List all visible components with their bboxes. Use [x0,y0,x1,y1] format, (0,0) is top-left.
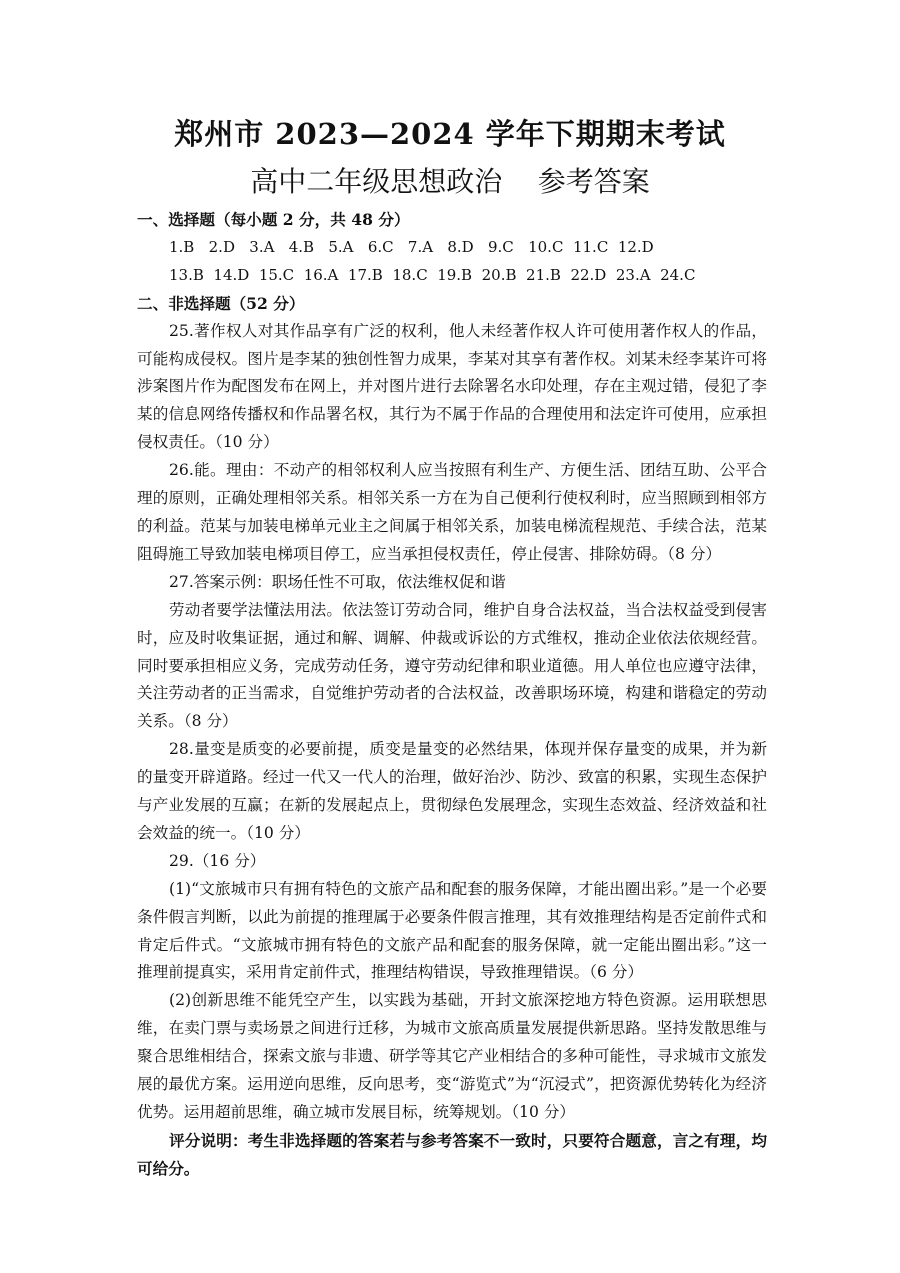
section-heading-choice: 一、选择题（每小题 2 分，共 48 分） [137,210,410,229]
choice-answers-row-2: 13.B 14.D 15.C 16.A 17.B 18.C 19.B 20.B 21.B 22.D 23.A 24.C [169,265,696,284]
answer-q28: 28.量变是质变的必要前提，质变是量变的必然结果，体现并保存量变的成果，并为新的量变开辟道路。经过一代又一代人的治理，做好治沙、防沙、致富的积累，实现生态保护与产业发展的互赢；在新的发展起点上，贯彻绿色发展理念，实现生态效益、经济效益和社会效益的统一。（10 分） [137,740,767,842]
grading-note: 评分说明：考生非选择题的答案若与参考答案不一致时，只要符合题意，言之有理，均可给分。 [137,1130,767,1178]
answer-q26: 26.能。理由：不动产的相邻权利人应当按照有利生产、方便生活、团结互助、公平合理的原则，正确处理相邻关系。相邻关系一方在为自己便利行使权利时，应当照顾到相邻方的利益。范某与加装电梯单元业主之间属于相邻关系，加装电梯流程规范、手续合法，范某阻碍施工导致加装电梯项目停工，应当承担侵权责任，停止侵害、排除妨碍。（8 分） [137,461,767,563]
section-heading-nonchoice: 二、非选择题（52 分） [137,293,305,313]
answer-q29-part2: (2)创新思维不能凭空产生，以实践为基础，开封文旅深挖地方特色资源。运用联想思维，在卖门票与卖场景之间进行迁移，为城市文旅高质量发展提供新思路。坚持发散思维与聚合思维相结合，探索文旅与非遗、研学等其它产业相结合的多种可能性，寻求城市文旅发展的最优方案。运用逆向思维，反向思考，变“游览式”为“沉浸式”，把资源优势转化为经济优势。运用超前思维，确立城市发展目标，统筹规划。（10 分） [137,991,767,1121]
page-subtitle: 高中二年级思想政治 参考答案 [250,165,650,198]
answer-q27: 劳动者要学法懂法用法。依法签订劳动合同，维护自身合法权益，当合法权益受到侵害时，应及时收集证据，通过和解、调解、仲裁或诉讼的方式维权，推动企业依法依规经营。同时要承担相应义务，完成劳动任务，遵守劳动纪律和职业道德。用人单位也应遵守法律，关注劳动者的正当需求，自觉维护劳动者的合法权益，改善职场环境，构建和谐稳定的劳动关系。（8 分） [137,600,767,731]
answer-q29-heading: 29.（16 分） [169,851,266,870]
choice-answers-row-1: 1.B 2.D 3.A 4.B 5.A 6.C 7.A 8.D 9.C 10.C 11.C 12.D [169,237,654,256]
page-title: 郑州市 2023—2024 学年下期期末考试 [174,117,726,151]
answer-content [137,206,767,1183]
answer-q25: 25.著作权人对其作品享有广泛的权利，他人未经著作权人许可使用著作权人的作品，可能构成侵权。图片是李某的独创性智力成果，李某对其享有著作权。刘某未经李某许可将涉案图片作为配图发布在网上，并对图片进行去除署名水印处理，存在主观过错，侵犯了李某的信息网络传播权和作品署名权，其行为不属于作品的合理使用和法定许可使用，应承担侵权责任。（10 分） [137,321,767,452]
answer-q27-heading: 27.答案示例：职场任性不可取，依法维权促和谐 [169,572,506,591]
answer-q29-part1: (1)“文旅城市只有拥有特色的文旅产品和配套的服务保障，才能出圈出彩。”是一个必要条件假言判断，以此为前提的推理属于必要条件假言推理，其有效推理结构是否定前件式和肯定后件式。“文旅城市拥有特色的文旅产品和配套的服务保障，就一定能出圈出彩。”这一推理前提真实，采用肯定前件式，推理结构错误，导致推理错误。（6 分） [137,879,767,982]
